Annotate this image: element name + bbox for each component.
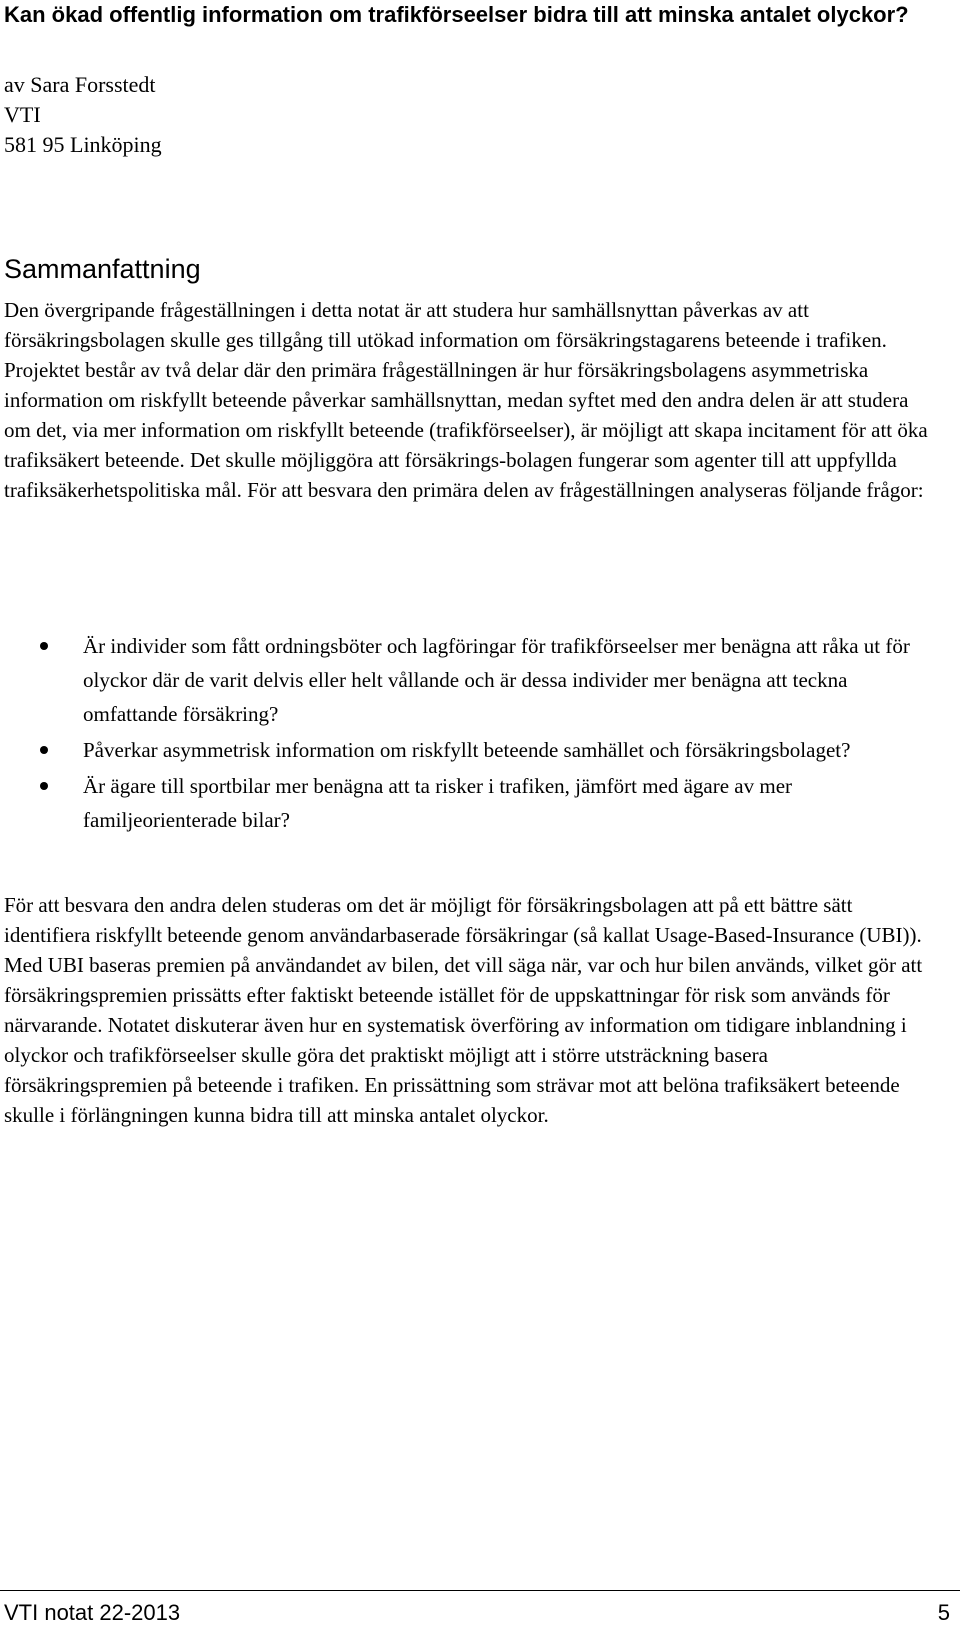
bullet-icon <box>40 746 48 754</box>
bullet-icon <box>40 642 48 650</box>
list-item-text: Påverkar asymmetrisk information om riskfyllt beteende samhället och försäkringsbolaget? <box>83 738 851 762</box>
list-item-text: Är ägare till sportbilar mer benägna att ta risker i trafiken, jämfört med ägare av mer familjeorienterade bilar? <box>83 774 793 832</box>
page-number: 5 <box>937 1600 950 1625</box>
document-title: Kan ökad offentlig information om trafikförseelser bidra till att minska antalet olyckor? <box>4 2 909 27</box>
author-name: av Sara Forsstedt <box>4 72 156 97</box>
question-list <box>4 629 934 839</box>
footer-divider <box>0 1590 960 1591</box>
page-footer <box>0 1590 960 1626</box>
list-item <box>4 733 934 767</box>
summary-paragraph-1: Den övergripande frågeställningen i detta notat är att studera hur samhällsnyttan påverkas av att försäkringsbolagen skulle ges tillgång till utökad information om försäkringstagarens beteende i trafiken. Projektet består av två delar där den primära frågeställningen är hur försäkringsbolagens asymmetriska information om riskfyllt beteende påverkar samhällsnyttan, medan syftet med den andra delen är att studera om det, via mer information om riskfyllt beteende (trafikförseelser), är möjligt att skapa incitament för att öka trafiksäkert beteende. Det skulle möjliggöra att försäkrings-bolagen fungerar som agenter till att uppfyllda trafiksäkerhetspolitiska mål. För att besvara den primära delen av frågeställningen analyseras följande frågor: <box>4 298 928 502</box>
summary-paragraph-2: För att besvara den andra delen studeras om det är möjligt för försäkringsbolagen att på ett bättre sätt identifiera riskfyllt beteende genom användarbaserade försäkringar (så kallat Usage-Based-Insurance (UBI)). Med UBI baseras premien på användandet av bilen, det vill säga när, var och hur bilen används, vilket gör att försäkringspremien prissätts efter faktiskt beteende istället för de uppskattningar för risk som används för närvarande. Notatet diskuterar även hur en systematisk överföring av information om tidigare inblandning i olyckor och trafikförseelser skulle göra det praktiskt möjligt att i större utsträckning basera försäkringspremien på beteende i trafiken. En prissättning som strävar mot att belöna trafiksäkert beteende skulle i förlängningen kunna bidra till att minska antalet olyckor. <box>4 893 923 1127</box>
list-item-text: Är individer som fått ordningsböter och lagföringar för trafikförseelser mer benägna att råka ut för olyckor där de varit delvis eller helt vållande och är dessa individer mer benägna att teckna omfattande försäkring? <box>83 634 910 726</box>
author-organization: VTI <box>4 102 41 127</box>
list-item <box>4 629 934 731</box>
list-item <box>4 769 934 837</box>
bullet-icon <box>40 782 48 790</box>
footer-publication: VTI notat 22-2013 <box>4 1600 181 1625</box>
author-block <box>4 70 162 160</box>
section-heading: Sammanfattning <box>4 254 201 284</box>
author-address: 581 95 Linköping <box>4 132 162 157</box>
